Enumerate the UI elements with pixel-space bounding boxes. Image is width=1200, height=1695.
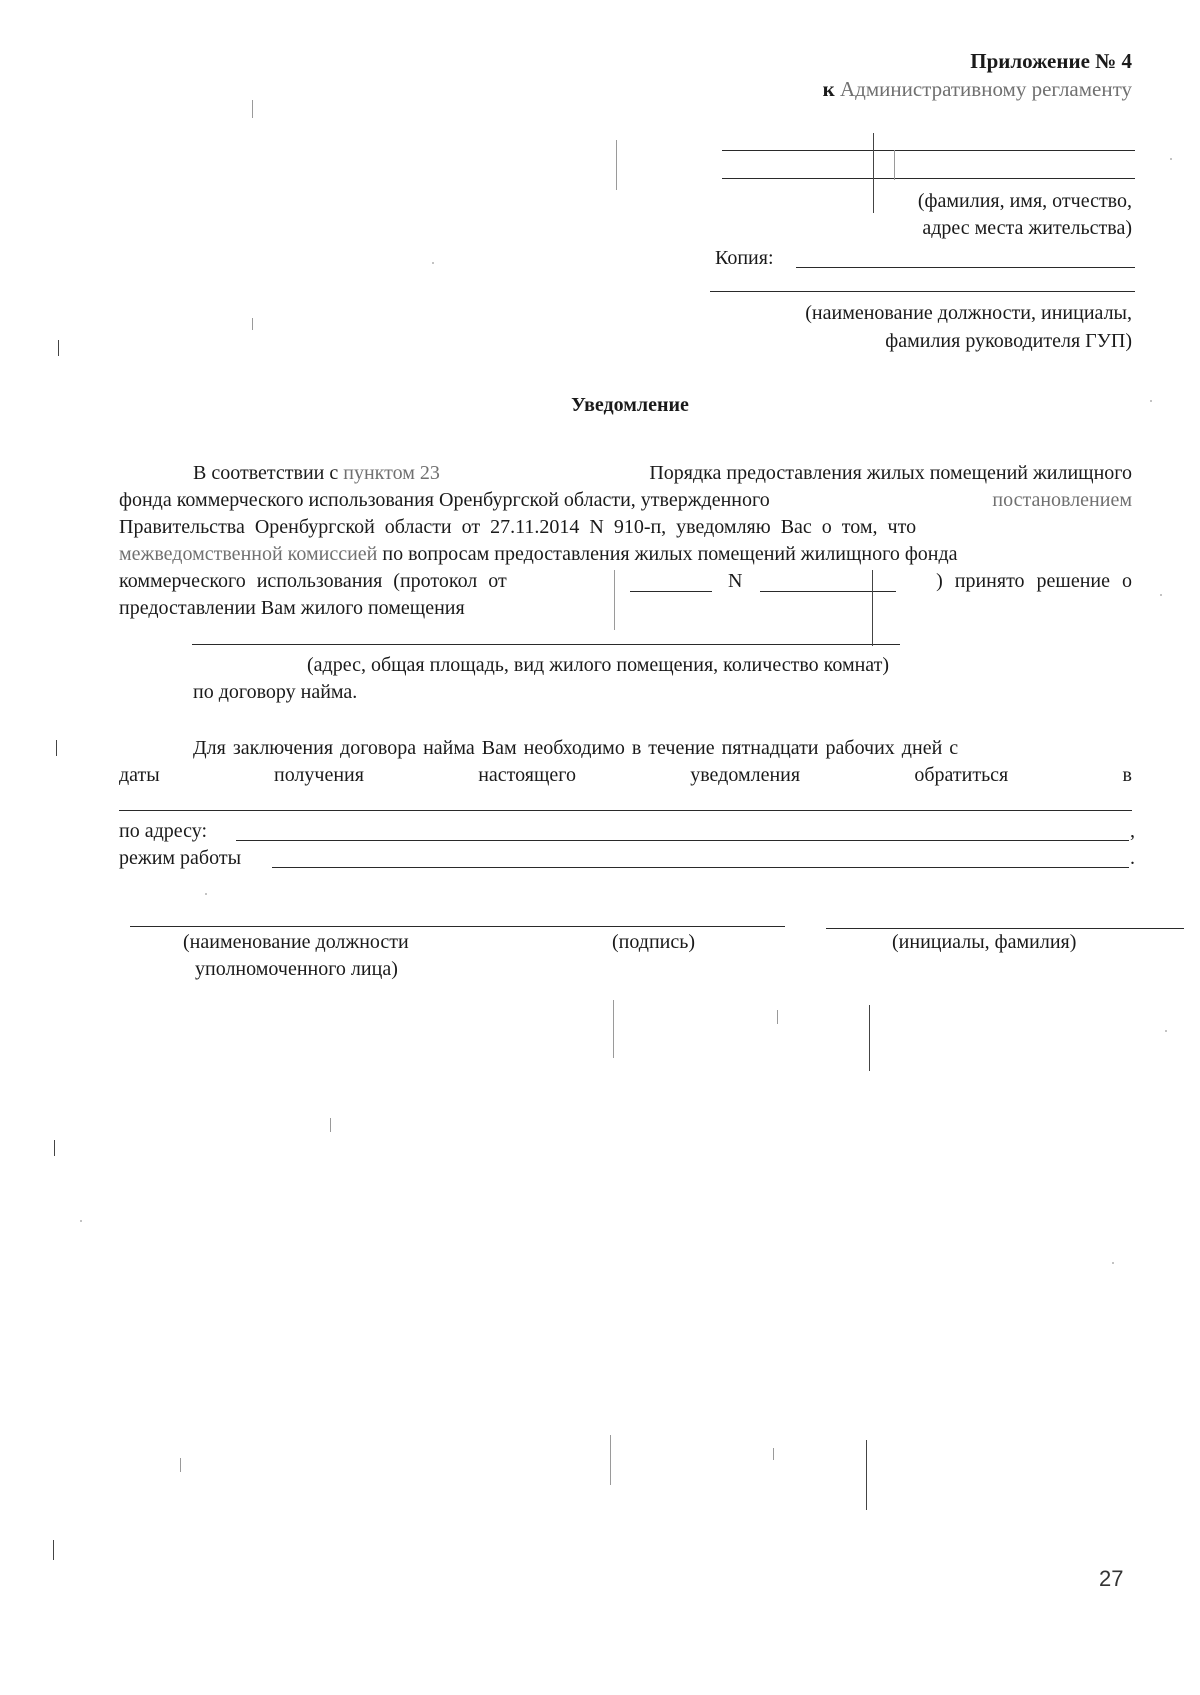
para1-text-1a: В соответствии с — [193, 462, 339, 484]
appendix-reference — [823, 76, 1132, 102]
signature-caption: (подпись) — [612, 931, 696, 953]
page-number: 27 — [1099, 1566, 1124, 1591]
para2-line-1: Для заключения договора найма Вам необходимо в течение пятнадцати рабочих дней с — [193, 737, 959, 759]
para2-word-1: даты — [119, 764, 160, 786]
scan-mark — [252, 100, 253, 118]
recipient-caption-1: (фамилия, имя, отчество, — [917, 190, 1132, 212]
position-caption-1: (наименование должности — [183, 931, 409, 953]
scan-mark — [613, 1000, 614, 1058]
copy-caption-1: (наименование должности, инициалы, — [805, 302, 1132, 324]
protocol-number-sign: N — [728, 570, 743, 592]
scan-mark — [58, 340, 59, 356]
scan-mark — [330, 1118, 331, 1132]
scan-mark — [54, 1140, 55, 1156]
copy-caption-2: фамилия руководителя ГУП) — [885, 330, 1132, 352]
scan-mark — [873, 133, 874, 213]
scan-mark — [252, 318, 253, 330]
scan-mark — [180, 1458, 181, 1472]
copy-line-1 — [796, 267, 1135, 268]
para1-line-5a: коммерческого использования (протокол от — [119, 570, 507, 592]
scan-speck — [1165, 1030, 1167, 1032]
para2-word-5: обратиться — [914, 764, 1009, 786]
scan-mark — [773, 1448, 774, 1460]
scan-speck — [205, 893, 207, 895]
appendix-title: Приложение № 4 — [970, 49, 1132, 73]
para1-text-4b: по вопросам предоставления жилых помещений жилищного фонда — [382, 543, 958, 565]
scan-mark — [872, 570, 873, 646]
scan-speck — [1112, 1262, 1114, 1264]
para2-word-4: уведомления — [690, 764, 801, 786]
para1-line-6: предоставлении Вам жилого помещения — [119, 597, 465, 619]
para1-line-1b: Порядка предоставления жилых помещений жилищного — [649, 462, 1132, 484]
scan-mark — [614, 570, 615, 630]
para1-line-2: фонда коммерческого использования Оренбургской области, утвержденного — [119, 489, 770, 511]
scan-mark — [869, 1005, 870, 1071]
signature-position-line — [130, 926, 785, 927]
name-caption: (инициалы, фамилия) — [892, 931, 1077, 953]
address-blank — [236, 840, 1129, 841]
protocol-number-blank — [760, 591, 896, 592]
scan-speck — [1160, 594, 1162, 596]
appendix-k: к — [822, 77, 835, 101]
para1-line-3: Правительства Оренбургской области от 27.11.2014 N 910-п, уведомляю Вас о том, что — [119, 516, 917, 538]
dwelling-address-blank — [192, 644, 900, 645]
para1-line-7: по договору найма. — [193, 681, 358, 703]
appendix-regulation: Административному регламенту — [839, 77, 1132, 101]
scan-mark — [56, 740, 57, 756]
scan-mark — [894, 150, 895, 180]
position-caption-2: уполномоченного лица) — [195, 958, 398, 980]
scan-mark — [616, 140, 617, 190]
hours-end: . — [1130, 847, 1135, 869]
dwelling-address-caption: (адрес, общая площадь, вид жилого помещения, количество комнат) — [307, 654, 890, 676]
para1-line-5b: ) принято решение о — [936, 570, 1132, 592]
scan-speck — [1150, 400, 1152, 402]
copy-line-2 — [710, 291, 1135, 292]
hours-blank — [272, 867, 1129, 868]
scan-mark — [777, 1010, 778, 1024]
scan-mark — [866, 1440, 867, 1510]
para1-line-4 — [119, 541, 958, 567]
copy-label: Копия: — [715, 247, 774, 269]
hours-label: режим работы — [119, 847, 242, 869]
recipient-caption-2: адрес места жительства) — [922, 217, 1132, 239]
recipient-line-2 — [722, 178, 1135, 179]
scan-mark — [53, 1540, 54, 1560]
document-title: Уведомление — [571, 394, 689, 416]
para1-line-1 — [193, 460, 440, 486]
para2-word-2: получения — [273, 764, 364, 786]
para2-word-6: в — [1122, 764, 1132, 786]
scan-speck — [80, 1220, 82, 1222]
scan-speck — [432, 262, 434, 264]
scan-mark — [610, 1435, 611, 1485]
protocol-date-blank — [630, 591, 712, 592]
para2-word-3: настоящего — [478, 764, 576, 786]
scan-speck — [1170, 158, 1172, 160]
link-commission[interactable]: межведомственной комиссией — [119, 543, 378, 565]
link-decree[interactable]: постановлением — [992, 489, 1132, 511]
para2-line-2 — [119, 762, 1132, 788]
link-point-23[interactable]: пунктом 23 — [343, 462, 440, 484]
recipient-line-1 — [722, 150, 1135, 151]
organization-blank — [119, 810, 1132, 811]
address-end: , — [1130, 820, 1135, 842]
address-label: по адресу: — [119, 820, 208, 842]
